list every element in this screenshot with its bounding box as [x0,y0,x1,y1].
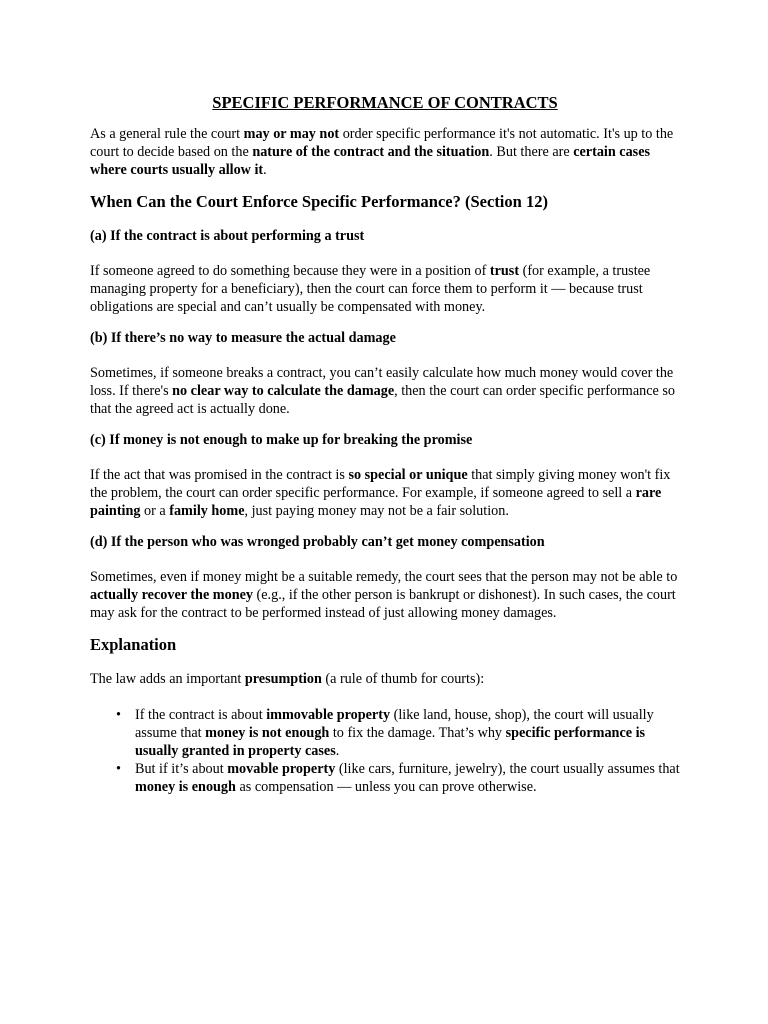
bullet-icon: • [116,761,121,777]
bullet-2-bold-1: movable property [227,761,336,777]
intro-bold-2: nature of the contract and the situation [252,144,490,160]
explanation-paragraph [90,670,680,688]
case-d-paragraph [90,568,680,622]
intro-bold-1: may or may not [243,126,340,142]
intro-text-3: . But there are [489,144,574,160]
bullet-1-text-3: to fix the damage. That’s why [329,725,506,741]
bullet-2-text-3: as compensation — unless you can prove otherwise. [235,779,537,795]
bullet-2-text-2: (like cars, furniture, jewelry), the court usually assumes that [335,761,680,777]
case-a-paragraph [90,262,680,316]
explanation-text-2: (a rule of thumb for courts): [321,671,485,687]
list-item [116,760,680,796]
case-a-heading: (a) If the contract is about performing a trust [90,228,365,244]
case-c-text-4: , just paying money may not be a fair solution. [244,503,509,519]
case-c-text-2: that simply giving money won't fix the problem, the court can order specific performance. For example, if someone agreed to sell a [90,467,671,501]
intro-text-1: As a general rule the court [90,126,244,142]
case-d-heading: (d) If the person who was wronged probably can’t get money compensation [90,534,545,550]
case-c-paragraph [90,466,680,520]
intro-text-4: . [263,162,267,178]
case-b-bold-1: no clear way to calculate the damage [172,383,395,399]
intro-bold-3: certain cases where courts usually allow it [90,144,651,178]
bullet-1-text-4: . [335,743,340,759]
case-c-bold-1: so special or unique [348,467,468,483]
case-a-text-1: If someone agreed to do something because they were in a position of [90,263,490,279]
presumption-list [90,706,680,796]
case-c-text-1: If the act that was promised in the contract is [90,467,349,483]
case-c-text-3: or a [140,503,170,519]
case-b-paragraph [90,364,680,418]
bullet-1-text-2: (like land, house, shop), the court will usually assume that [135,707,654,741]
bullet-1-bold-3: specific performance is usually granted in property cases [135,725,646,759]
explanation-heading: Explanation [90,635,177,654]
case-b-text-1: Sometimes, if someone breaks a contract, you can’t easily calculate how much money would cover the loss. If there's [90,365,674,399]
bullet-2-text-1: But if it’s about [135,761,228,777]
case-a-text-2: (for example, a trustee managing property for a beneficiary), then the court can force them to perform it — because trust obligations are special and can’t usually be compensated with money. [90,263,651,315]
section-heading: When Can the Court Enforce Specific Performance? (Section 12) [90,192,548,211]
case-b-text-2: , then the court can order specific performance so that the agreed act is actually done. [90,383,675,417]
bullet-2-bold-2: money is enough [135,779,236,795]
list-item [116,706,680,760]
bullet-1-bold-2: money is not enough [205,725,330,741]
case-b-heading: (b) If there’s no way to measure the actual damage [90,330,396,346]
bullet-1-text-1: If the contract is about [135,707,267,723]
document-page [90,93,680,796]
explanation-bold-1: presumption [244,671,322,687]
document-title: SPECIFIC PERFORMANCE OF CONTRACTS [212,93,558,112]
intro-text-2: order specific performance it's not automatic. It's up to the court to decide based on the [90,126,674,160]
case-d-text-2: (e.g., if the other person is bankrupt or dishonest). In such cases, the court may ask for the contract to be performed instead of just allowing money damages. [90,587,676,621]
case-d-bold-1: actually recover the money [90,587,253,603]
explanation-text-1: The law adds an important [90,671,245,687]
case-c-bold-2: rare painting [90,485,662,519]
case-c-bold-3: family home [169,503,245,519]
case-a-bold-1: trust [489,263,520,279]
case-d-text-1: Sometimes, even if money might be a suitable remedy, the court sees that the person may not be able to [90,569,678,585]
bullet-icon: • [116,707,121,723]
bullet-1-bold-1: immovable property [266,707,391,723]
case-c-heading: (c) If money is not enough to make up for breaking the promise [90,432,473,448]
intro-paragraph [90,125,680,179]
